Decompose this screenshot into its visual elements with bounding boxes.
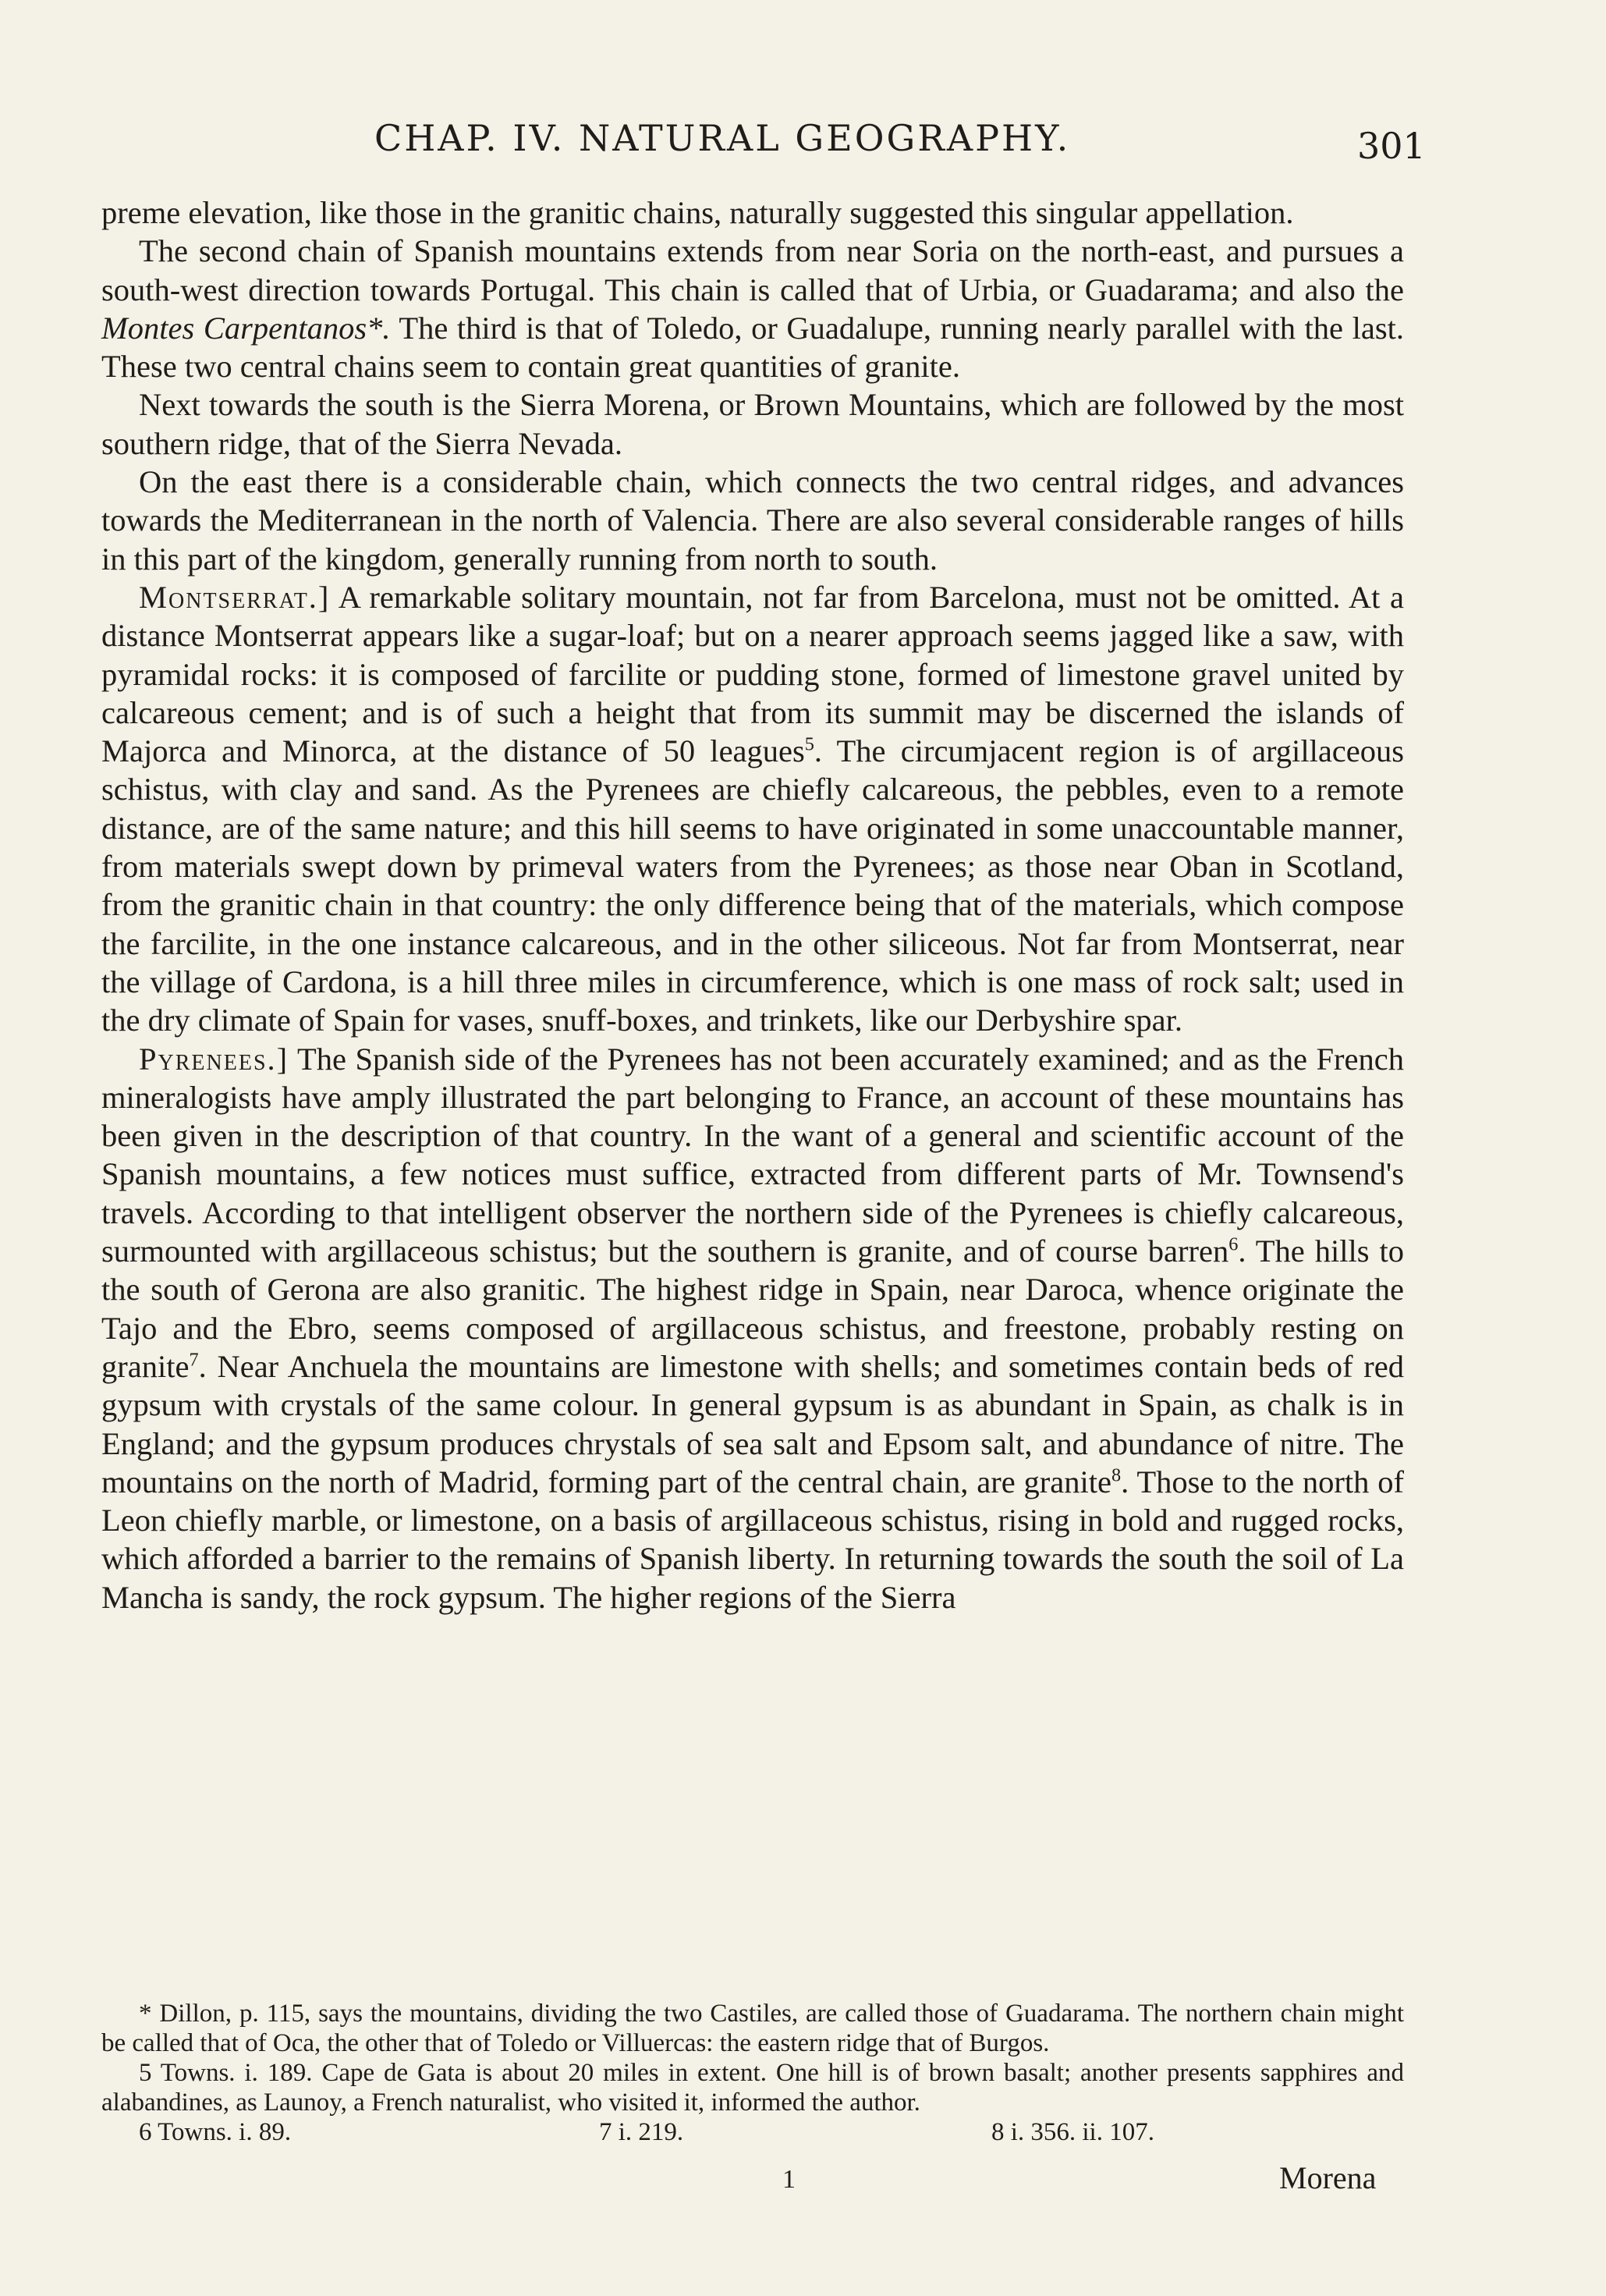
footnote: 6 Towns. i. 89. [139,2118,292,2146]
footnote-ref: 5 [804,733,814,755]
paragraph: The second chain of Spanish mountains extends from near Soria on the north-east, and pursues a south-west direction towards Portugal. This chain is called that of Urbia, or Guadarama; and also the Montes Carpentanos*. The third is that of Toledo, or Guadalupe, running nearly parallel with the last. These two central chains seem to contain great quantities of granite. [101,233,1404,385]
running-head: CHAP. IV. NATURAL GEOGRAPHY. [374,117,1071,159]
catchword: Morena [1279,2160,1377,2195]
footnote: 5 Towns. i. 189. Cape de Gata is about 20 miles in extent. One hill is of brown basalt; another presents sapphires and alabandines, as Launoy, a French naturalist, who visited it, informed the author. [101,2059,1404,2117]
paragraph: Next towards the south is the Sierra Morena, or Brown Mountains, which are followed by the most southern ridge, that of the Sierra Nevada. [101,387,1404,461]
footnote: 7 i. 219. [598,2118,684,2146]
section-head-pyrenees: Pyrenees.] [139,1041,289,1077]
page-header [0,117,1606,172]
footnotes [101,1999,1404,2147]
page-number: 301 [1357,125,1426,167]
paragraph-pyrenees: Pyrenees.] The Spanish side of the Pyrenees has not been accurately examined; and as the French mineralogists have amply illustrated the part belonging to France, an account of these mountains has been given in the description of that country. In the want of a general and scientific account of the Spanish mountains, a few notices must suffice, extracted from different parts of Mr. Townsend's travels. According to that intelligent observer the northern side of the Pyrenees is chiefly calcareous, surmounted with argillaceous schistus; but the southern is granite, and of course barren$^6$. The hills to the south of Gerona are also granitic. The highest ridge in Spain, near Daroca, whence originate the Tajo and the Ebro, seems composed of argillaceous schistus, and freestone, probably resting on granite$^7$. Near Anchuela the mountains are limestone with shells; and sometimes contain beds of red gypsum with crystals of the same colour. In general gypsum is as abundant in Spain, as chalk is in England; and the gypsum produces chrystals of sea salt and Epsom salt, and abundance of nitre. The mountains on the north of Madrid, forming part of the central chain, are granite$^8$. Those to the north of Leon chiefly marble, or limestone, on a basis of argillaceous schistus, rising in bold and rugged rocks, which afforded a barrier to the remains of Spanish liberty. In returning towards the south the soil of La Mancha is sandy, the rock gypsum. The higher regions of the Sierra [101,1041,1404,1615]
footnote-ref: 8 [1111,1464,1122,1486]
footnote: * Dillon, p. 115, says the mountains, dividing the two Castiles, are called those of Guadarama. The northern chain might be called that of Oca, the other that of Toledo or Villuercas: the eastern ridge that of Burgos. [101,2000,1404,2057]
section-head-montserrat: Montserrat.] [139,579,331,615]
body-text [101,193,1404,1616]
paragraph: preme elevation, like those in the granitic chains, naturally suggested this singular appellation. [101,195,1294,230]
footnote: 8 i. 356. ii. 107. [991,2118,1154,2146]
paragraph-montserrat: Montserrat.] A remarkable solitary mountain, not far from Barcelona, must not be omitted. At a distance Montserrat appears like a sugar-loaf; but on a nearer approach seems jagged like a saw, with pyramidal rocks: it is composed of farcilite or pudding stone, formed of limestone gravel united by calcareous cement; and is of such a height that from its summit may be discerned the islands of Majorca and Minorca, at the distance of 50 leagues$^5$. The circumjacent region is of argillaceous schistus, with clay and sand. As the Pyrenees are chiefly calcareous, the pebbles, even to a remote distance, are of the same nature; and this hill seems to have originated in some unaccountable manner, from materials swept down by primeval waters from the Pyrenees; as those near Oban in Scotland, from the granitic chain in that country: the only difference being that of the materials, which compose the farcilite, in the one instance calcareous, and in the other siliceous. Not far from Montserrat, near the village of Cardona, is a hill three miles in circumference, which is one mass of rock salt; used in the dry climate of Spain for vases, snuff-boxes, and trinkets, like our Derbyshire spar. [101,579,1405,1038]
footnote-ref: 7 [189,1349,199,1371]
footnote-ref: 6 [1228,1233,1239,1255]
signature-mark: 1 [782,2165,796,2194]
footnote-row [101,2117,1404,2147]
paragraph: On the east there is a considerable chain, which connects the two central ridges, and advances towards the Mediterranean in the north of Valencia. There are also several considerable ranges of hills in this part of the kingdom, generally running from north to south. [101,464,1404,577]
italic-title: Montes Carpentanos*. [101,310,391,346]
